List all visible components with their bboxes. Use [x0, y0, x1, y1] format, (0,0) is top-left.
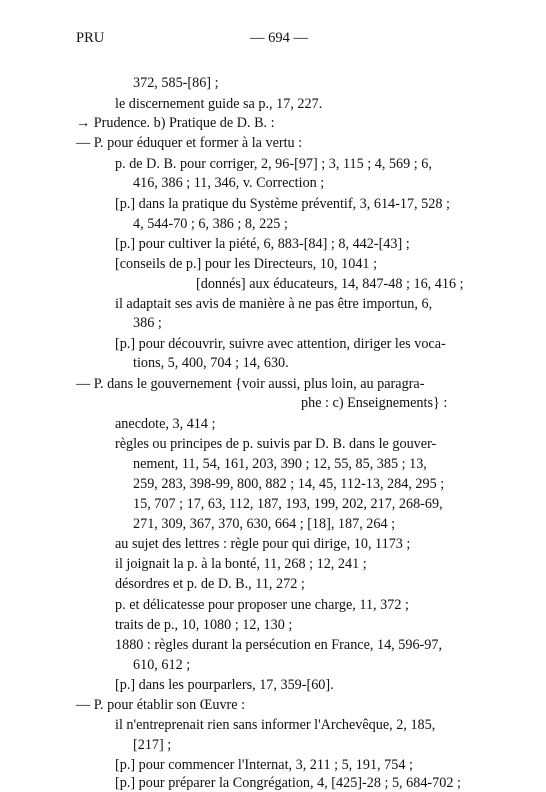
index-line: 416, 386 ; 11, 346, v. Correction ; [133, 175, 325, 191]
index-line: tions, 5, 400, 704 ; 14, 630. [133, 355, 289, 371]
section-heading: → Prudence. b) Pratique de D. B. : [76, 115, 275, 131]
index-line: 271, 309, 367, 370, 630, 664 ; [18], 187, 264 ; [133, 516, 396, 532]
index-line: p. et délicatesse pour proposer une charge, 11, 372 ; [115, 597, 409, 613]
subsection-heading: — P. dans le gouvernement {voir aussi, plus loin, au paragra- [76, 376, 425, 392]
index-line: 259, 283, 398-99, 800, 882 ; 14, 45, 112-13, 284, 295 ; [133, 476, 445, 492]
index-line: 15, 707 ; 17, 63, 112, 187, 193, 199, 202, 217, 268-69, [133, 496, 443, 512]
index-line: p. de D. B. pour corriger, 2, 96-[97] ; 3, 115 ; 4, 569 ; 6, [115, 156, 432, 172]
index-line: [p.] pour préparer la Congrégation, 4, [425]-28 ; 5, 684-702 ; [115, 775, 461, 791]
subsection-heading: — P. pour éduquer et former à la vertu : [76, 135, 303, 151]
index-line: [p.] pour cultiver la piété, 6, 883-[84] ; 8, 442-[43] ; [115, 236, 410, 252]
index-line: 372, 585-[86] ; [133, 75, 219, 91]
index-line: 1880 : règles durant la persécution en France, 14, 596-97, [115, 637, 443, 653]
index-line: nement, 11, 54, 161, 203, 390 ; 12, 55, 85, 385 ; 13, [133, 456, 427, 472]
index-line: 4, 544-70 ; 6, 386 ; 8, 225 ; [133, 216, 288, 232]
index-line: [p.] dans la pratique du Système préventif, 3, 614-17, 528 ; [115, 196, 450, 212]
page-number: — 694 — [250, 30, 308, 46]
index-line: règles ou principes de p. suivis par D. B. dans le gouver- [115, 436, 437, 452]
index-line: il adaptait ses avis de manière à ne pas être importun, 6, [115, 296, 433, 312]
index-line: [p.] pour découvrir, suivre avec attention, diriger les voca- [115, 336, 446, 352]
index-line: [p.] pour commencer l'Internat, 3, 211 ; 5, 191, 754 ; [115, 757, 413, 773]
index-line: traits de p., 10, 1080 ; 12, 130 ; [115, 617, 293, 633]
index-line: 610, 612 ; [133, 657, 191, 673]
index-line: le discernement guide sa p., 17, 227. [115, 96, 323, 112]
index-line: il n'entreprenait rien sans informer l'Archevêque, 2, 185, [115, 717, 436, 733]
running-head: PRU [76, 30, 105, 46]
index-line: [conseils de p.] pour les Directeurs, 10, 1041 ; [115, 256, 378, 272]
index-line: [217] ; [133, 737, 172, 753]
index-line: [p.] dans les pourparlers, 17, 359-[60]. [115, 677, 334, 693]
index-line: 386 ; [133, 315, 162, 331]
index-line: il joignait la p. à la bonté, 11, 268 ; 12, 241 ; [115, 556, 367, 572]
subsection-heading: — P. pour établir son Œuvre : [76, 697, 246, 713]
index-line: phe : c) Enseignements} : [301, 395, 448, 411]
index-line: [donnés] aux éducateurs, 14, 847-48 ; 16, 416 ; [196, 276, 464, 292]
index-line: anecdote, 3, 414 ; [115, 416, 216, 432]
index-line: au sujet des lettres : règle pour qui dirige, 10, 1173 ; [115, 536, 411, 552]
index-line: désordres et p. de D. B., 11, 272 ; [115, 576, 305, 592]
